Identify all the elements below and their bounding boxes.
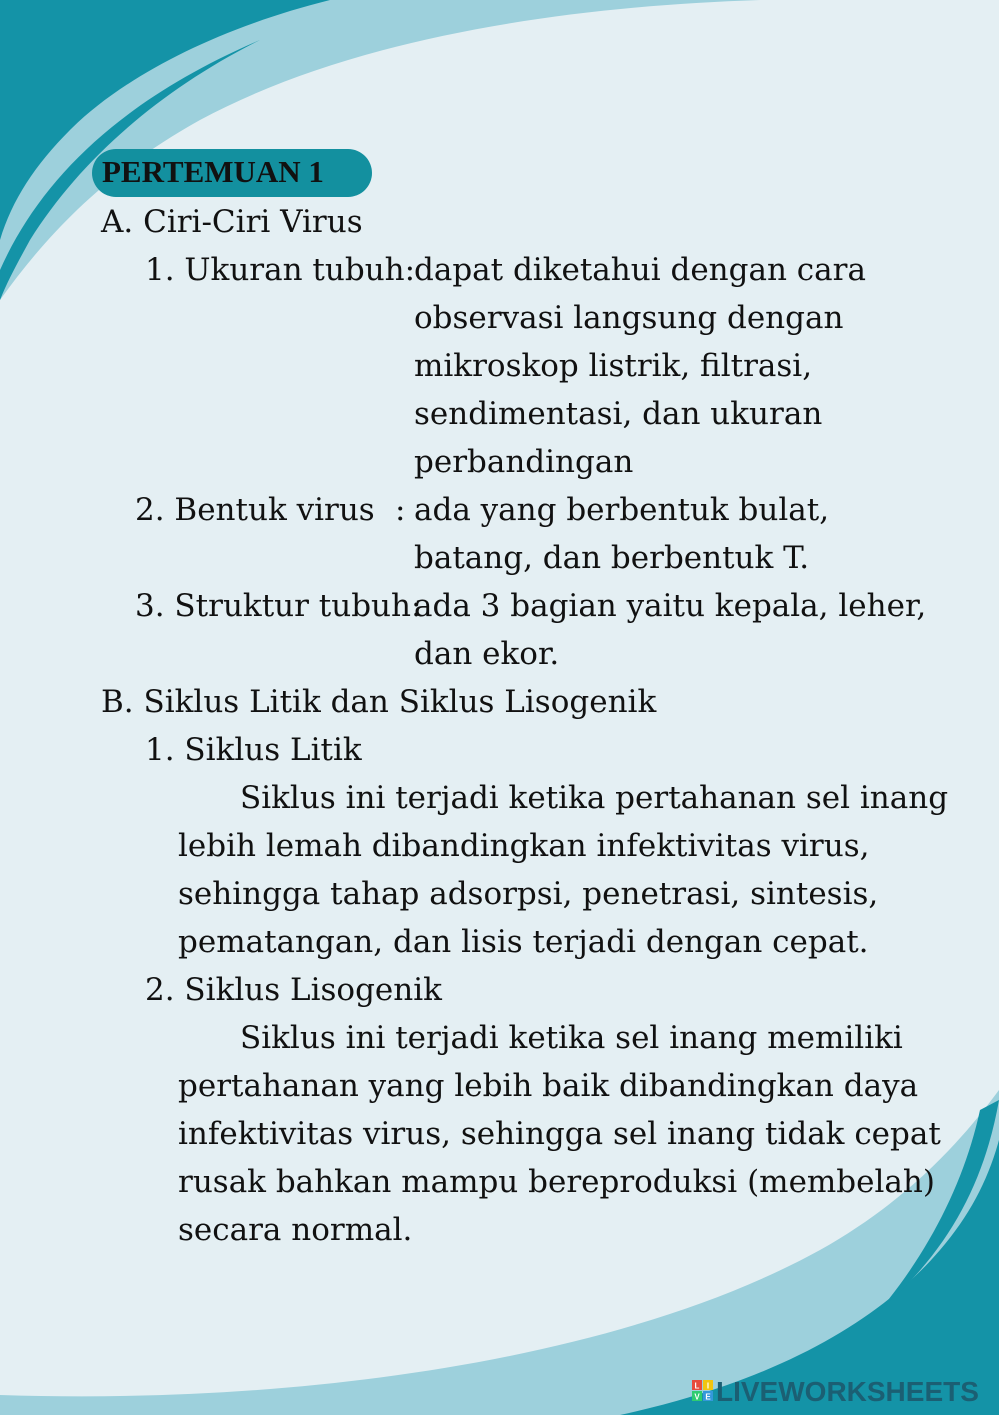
item-b2-line-3: infektivitas virus, sehingga sel inang tidak cepat — [178, 1116, 941, 1152]
logo-letter-v: V — [694, 1392, 700, 1402]
item-b1-line-3: sehingga tahap adsorpsi, penetrasi, sintesis, — [178, 876, 879, 912]
section-a-heading: A. Ciri-Ciri Virus — [101, 204, 363, 240]
item-a1-line-4: sendimentasi, dan ukuran — [414, 396, 823, 432]
item-a2-label: 2. Bentuk virus — [135, 492, 375, 528]
watermark-text: LIVEWORKSHEETS — [716, 1376, 979, 1407]
logo-letter-e: E — [705, 1392, 711, 1402]
item-a3-label: 3. Struktur tubuh: — [135, 588, 422, 624]
item-a1-line-3: mikroskop listrik, filtrasi, — [414, 348, 813, 384]
liveworksheets-logo-icon — [692, 1374, 714, 1408]
item-a2-line-2: batang, dan berbentuk T. — [414, 540, 810, 576]
item-b1-line-1: Siklus ini terjadi ketika pertahanan sel inang — [240, 780, 949, 816]
item-a1-label: 1. Ukuran tubuh: — [145, 252, 416, 288]
item-a3-line-1: ada 3 bagian yaitu kepala, leher, — [414, 588, 927, 624]
item-b1-line-2: lebih lemah dibandingkan infektivitas virus, — [178, 828, 870, 864]
item-a3-line-2: dan ekor. — [414, 636, 560, 672]
item-b1-line-4: pematangan, dan lisis terjadi dengan cepat. — [178, 924, 869, 960]
logo-letter-l: L — [694, 1381, 700, 1391]
item-b2-label: 2. Siklus Lisogenik — [145, 972, 442, 1008]
section-b-heading: B. Siklus Litik dan Siklus Lisogenik — [101, 684, 657, 720]
item-b2-line-1: Siklus ini terjadi ketika sel inang memiliki — [240, 1020, 903, 1056]
item-b1-label: 1. Siklus Litik — [145, 732, 362, 768]
item-b2-line-4: rusak bahkan mampu bereproduksi (membelah) — [178, 1164, 935, 1200]
item-a1-line-2: observasi langsung dengan — [414, 300, 844, 336]
item-a2-line-1: ada yang berbentuk bulat, — [414, 492, 830, 528]
item-a1-line-1: dapat diketahui dengan cara — [414, 252, 866, 288]
item-a2-colon: : — [395, 492, 406, 528]
item-a1-line-5: perbandingan — [414, 444, 634, 480]
page-title: PERTEMUAN 1 — [102, 154, 324, 189]
item-b2-line-5: secara normal. — [178, 1212, 413, 1248]
logo-letter-i: I — [706, 1381, 710, 1391]
item-b2-line-2: pertahanan yang lebih baik dibandingkan daya — [178, 1068, 919, 1104]
